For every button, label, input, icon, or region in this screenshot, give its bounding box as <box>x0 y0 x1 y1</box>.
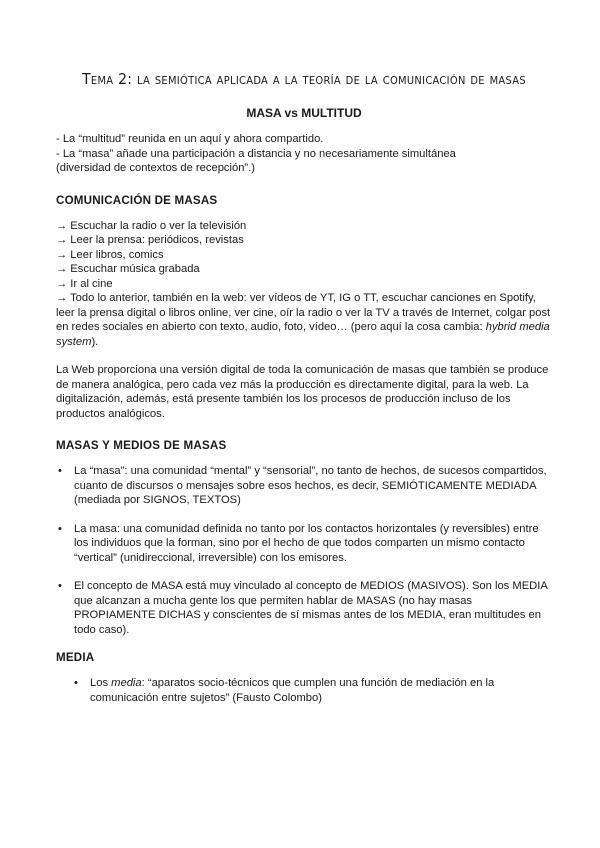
intro-line: (diversidad de contextos de recepción”.) <box>56 162 255 174</box>
media-bullet-list <box>56 676 552 705</box>
bullet-text: La masa: una comunidad definida no tanto por los contactos horizontales (y reversibles) entre los individuos que la forman, sino por el hecho de que todos comparten un mismo contacto “vertical” (unidireccional, irreversible) con los emisores. <box>74 522 539 564</box>
emphasis-term: media <box>111 677 142 689</box>
arrow-item: → Ir al cine <box>56 277 113 290</box>
bullet-item <box>56 464 552 508</box>
section-heading-media: MEDIA <box>56 651 95 664</box>
bullet-text: Los <box>90 677 112 689</box>
bullet-text: El concepto de MASA está muy vinculado al concepto de MEDIOS (MASIVOS). Son los MEDIA que alcanzan a mucha gente los que permiten hablar de MASAS (no hay masas PROPIAMENTE DICHAS y conscientes de sí mismas antes de los MEDIA, eran multitudes en todo caso). <box>74 580 548 636</box>
bullet-text-end: : “aparatos socio-técnicos que cumplen una función de mediación en la comunicación entre sujetos” (Fausto Colombo) <box>90 677 495 704</box>
arrow-item-text-end: ). <box>91 335 99 348</box>
arrow-item: → Leer la prensa: periódicos, revistas <box>56 234 244 246</box>
subtitle: MASA vs MULTITUD <box>246 106 362 120</box>
bullet-dot: • <box>74 677 78 689</box>
bullet-dot: • <box>58 465 62 477</box>
bullet-text: La “masa”: una comunidad “mental” y “sensorial”, no tanto de hechos, de sucesos compartidos, cuanto de discursos o mensajes sobre esos hechos, es decir, SEMIÓTICAMENTE MEDIADA (mediada por SIGNOS, TEXTOS) <box>74 465 547 506</box>
bullet-item <box>56 522 552 566</box>
intro-line: - La “masa” añade una participación a distancia y no necesariamente simultánea <box>56 147 456 160</box>
section-heading-masas: MASAS Y MEDIOS DE MASAS <box>56 439 227 452</box>
arrow-item-text: → Todo lo anterior, también en la web: ver vídeos de YT, IG o TT, escuchar canciones en Spotify, leer la prensa digital o libros online, ver cine, oír la radio o ver la TV a través de Internet, colgar post en redes sociales en abierto con texto, audio, foto, vídeo… (pero aquí la cosa cambia: <box>56 292 551 333</box>
arrow-list <box>56 219 552 350</box>
arrow-item: → Escuchar música grabada <box>56 263 200 275</box>
arrow-item-long <box>56 291 552 349</box>
emphasis-term: hybrid media system <box>56 321 550 348</box>
bullet-dot: • <box>58 522 62 535</box>
intro-line: - La “multitud” reunida en un aquí y ahora compartido. <box>56 133 324 145</box>
document-page <box>56 70 552 719</box>
page-title: Tema 2: la semiótica aplicada a la teoría de la comunicación de masas <box>82 70 526 88</box>
arrow-item: → Leer libros, comics <box>56 248 164 261</box>
intro-block <box>56 132 552 176</box>
web-paragraph: La Web proporciona una versión digital de toda la comunicación de masas que también se produce de manera analógica, pero cada vez más la producción es directamente digital, para la web. La digitalización, además, está presente también los los procesos de producción incluso de los productos analógicos. <box>56 364 549 420</box>
section-heading-comunicacion: COMUNICACIÓN DE MASAS <box>56 193 218 207</box>
arrow-item: → Escuchar la radio o ver la televisión <box>56 219 247 232</box>
bullet-item <box>56 579 552 637</box>
bullet-dot: • <box>58 580 62 592</box>
bullet-list <box>56 464 552 637</box>
bullet-item <box>56 676 552 705</box>
